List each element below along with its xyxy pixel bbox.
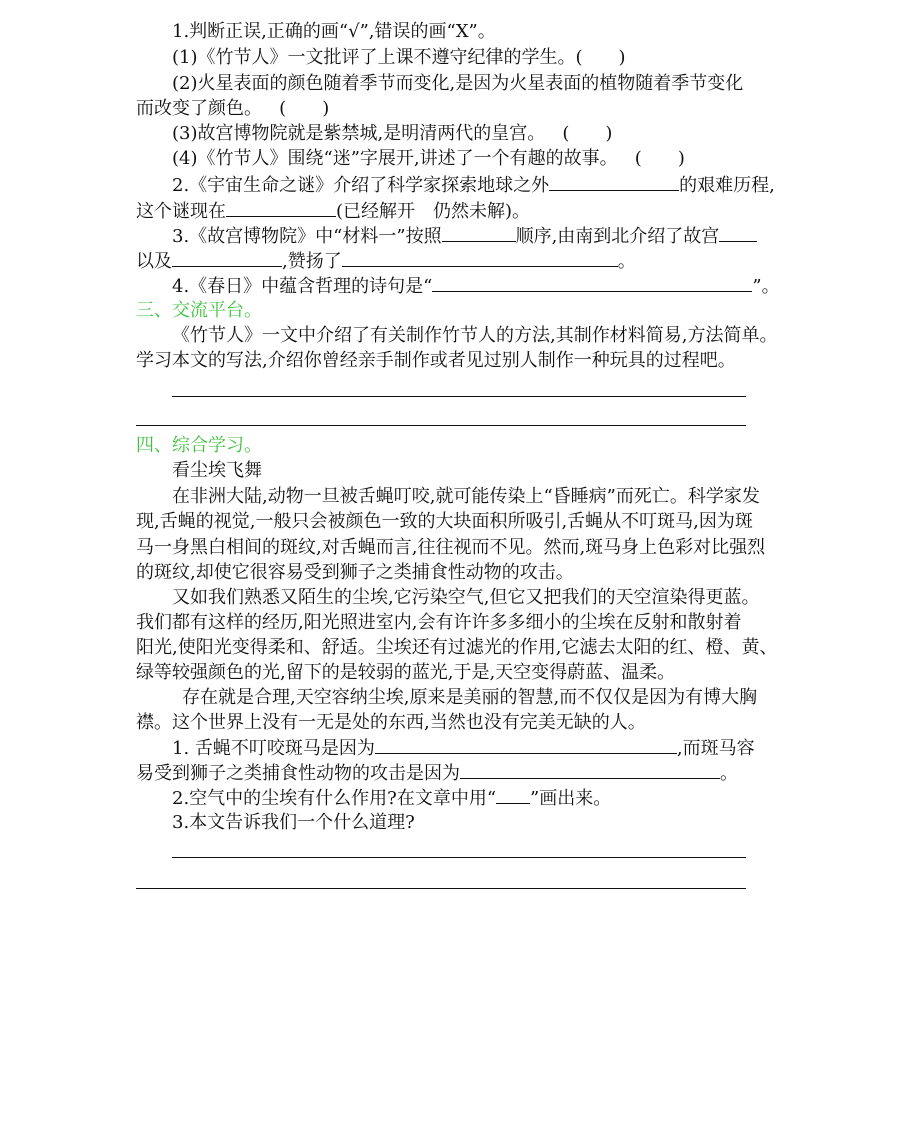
answer-blank[interactable] bbox=[172, 248, 282, 267]
fill-question-4-text-a: 4.《春日》中蕴含哲理的诗句是“ bbox=[172, 276, 433, 297]
judge-item-3 bbox=[172, 121, 612, 147]
reading-question-3: 3.本文告诉我们一个什么道理? bbox=[172, 812, 415, 833]
fill-question-2-text-c: 这个谜现在 bbox=[136, 201, 226, 222]
article-line: 的斑纹,却使它很容易受到狮子之类捕食性动物的攻击。 bbox=[136, 562, 574, 583]
answer-paren-3[interactable]: ( ) bbox=[562, 123, 613, 144]
underline-mark bbox=[496, 785, 530, 804]
fill-question-2-line2 bbox=[136, 198, 530, 224]
fill-question-3-line2 bbox=[136, 248, 636, 274]
answer-blank[interactable] bbox=[375, 735, 677, 754]
answer-blank[interactable] bbox=[719, 223, 757, 242]
reading-question-1-text-b: ,而斑马容 bbox=[676, 738, 755, 759]
fill-question-4 bbox=[172, 273, 780, 299]
article-line: 襟。这个世界上没有一无是处的东西,当然也没有完美无缺的人。 bbox=[136, 712, 646, 733]
fill-question-2-text-d: (已经解开 仍然未解)。 bbox=[336, 201, 531, 222]
answer-line[interactable] bbox=[172, 857, 746, 858]
judge-question-stem: 1.判断正误,正确的画“√”,错误的画“X”。 bbox=[172, 21, 496, 42]
article-title: 看尘埃飞舞 bbox=[172, 460, 262, 481]
judge-item-2-line1: (2)火星表面的颜色随着季节而变化,是因为火星表面的植物随着季节变化 bbox=[172, 73, 744, 94]
article-line: 又如我们熟悉又陌生的尘埃,它污染空气,但它又把我们的天空渲染得更蓝。 bbox=[172, 587, 760, 608]
fill-question-3-text-d: ,赞扬了 bbox=[282, 251, 342, 272]
judge-item-2-text: 而改变了颜色。 bbox=[136, 98, 262, 119]
judge-item-4 bbox=[172, 146, 685, 172]
answer-blank[interactable] bbox=[442, 223, 516, 242]
reading-question-2-text-a: 2.空气中的尘埃有什么作用?在文章中用“ bbox=[172, 788, 497, 809]
answer-line[interactable] bbox=[136, 888, 746, 889]
fill-question-3-text-b: 顺序,由南到北介绍了故宫 bbox=[515, 226, 720, 247]
reading-question-2 bbox=[172, 785, 611, 811]
section-3-heading: 三、交流平台。 bbox=[136, 300, 262, 321]
judge-item-2-line2 bbox=[136, 96, 329, 122]
section-3-line1: 《竹节人》一文中介绍了有关制作竹节人的方法,其制作材料简易,方法简单。 bbox=[172, 325, 778, 346]
section-4-heading: 四、综合学习。 bbox=[136, 435, 262, 456]
answer-blank[interactable] bbox=[342, 248, 618, 267]
answer-paren-4[interactable]: ( ) bbox=[634, 148, 685, 169]
answer-blank[interactable] bbox=[549, 172, 679, 191]
answer-paren-1[interactable]: ( ) bbox=[575, 47, 626, 68]
article-line: 绿等较强颜色的光,留下的是较弱的蓝光,于是,天空变得蔚蓝、温柔。 bbox=[136, 662, 676, 683]
fill-question-2-text-b: 的艰难历程, bbox=[679, 175, 775, 196]
judge-item-4-text: (4)《竹节人》围绕“迷”字展开,讲述了一个有趣的故事。 bbox=[172, 148, 618, 169]
fill-question-3-text-a: 3.《故宫博物院》中“材料一”按照 bbox=[172, 226, 442, 247]
reading-question-1-text-d: 。 bbox=[720, 763, 738, 784]
judge-item-1 bbox=[172, 45, 626, 71]
fill-question-2-line1 bbox=[172, 172, 775, 198]
article-line: 马一身黑白相间的斑纹,对舌蝇而言,往往视而不见。然而,斑马身上色彩对比强烈 bbox=[136, 537, 766, 558]
fill-question-2-text-a: 2.《宇宙生命之谜》介绍了科学家探索地球之外 bbox=[172, 175, 550, 196]
answer-blank[interactable] bbox=[460, 760, 720, 779]
answer-line[interactable] bbox=[172, 396, 746, 397]
judge-item-3-text: (3)故宫博物院就是紫禁城,是明清两代的皇宫。 bbox=[172, 123, 546, 144]
reading-question-1-line1 bbox=[172, 735, 755, 761]
reading-question-1-line2 bbox=[136, 760, 738, 786]
fill-question-3-line1 bbox=[172, 223, 757, 249]
fill-question-3-text-e: 。 bbox=[617, 251, 636, 272]
article-line: 现,舌蝇的视觉,一般只会被颜色一致的大块面积所吸引,舌蝇从不叮斑马,因为斑 bbox=[136, 511, 753, 532]
fill-question-4-text-b: ”。 bbox=[752, 276, 780, 297]
reading-question-1-text-a: 1. 舌蝇不叮咬斑马是因为 bbox=[172, 738, 375, 759]
answer-blank[interactable] bbox=[432, 273, 752, 292]
judge-item-1-text: (1)《竹节人》一文批评了上课不遵守纪律的学生。 bbox=[172, 47, 576, 68]
answer-paren-2[interactable]: ( ) bbox=[279, 98, 330, 119]
section-3-line2: 学习本文的写法,介绍你曾经亲手制作或者见过别人制作一种玩具的过程吧。 bbox=[136, 350, 736, 371]
answer-line[interactable] bbox=[136, 425, 746, 426]
answer-blank[interactable] bbox=[226, 198, 336, 217]
article-line: 存在就是合理,天空容纳尘埃,原来是美丽的智慧,而不仅仅是因为有博大胸 bbox=[182, 687, 758, 708]
article-line: 我们都有这样的经历,阳光照进室内,会有许许多多细小的尘埃在反射和散射着 bbox=[136, 612, 742, 633]
article-line: 在非洲大陆,动物一旦被舌蝇叮咬,就可能传染上“昏睡病”而死亡。科学家发 bbox=[172, 486, 760, 507]
reading-question-1-text-c: 易受到狮子之类捕食性动物的攻击是因为 bbox=[136, 763, 460, 784]
article-line: 阳光,使阳光变得柔和、舒适。尘埃还有过滤光的作用,它滤去太阳的红、橙、黄、 bbox=[136, 637, 778, 658]
reading-question-2-text-b: ”画出来。 bbox=[530, 788, 612, 809]
fill-question-3-text-c: 以及 bbox=[136, 251, 172, 272]
